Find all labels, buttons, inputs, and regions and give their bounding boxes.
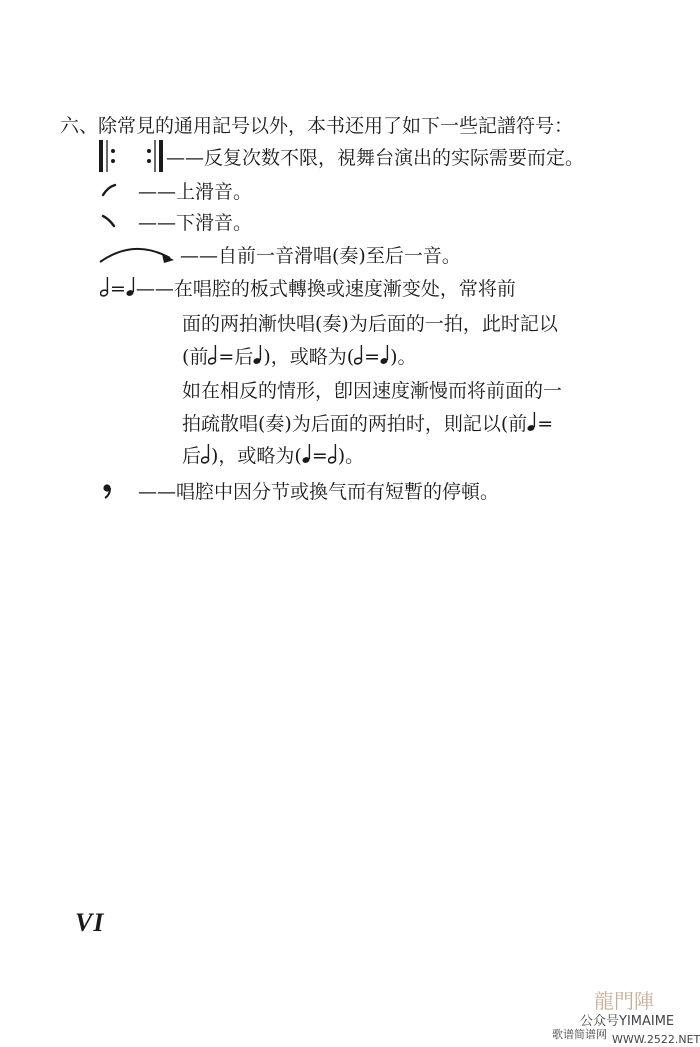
watermark-url: WWW.2522.NET [612,1033,700,1046]
half-note-icon [328,443,338,465]
tempo-line-2-text: 面的两拍漸快唱(奏)为后面的一拍，此时記以 [182,313,558,335]
half-note-icon [354,344,364,366]
equals-sign: = [110,278,126,300]
quarter-note-icon [527,411,537,433]
entry-glide-down [138,210,252,236]
watermark-site-name: 歌谱简谱网 [552,1028,607,1041]
quarter-note-icon [253,344,263,366]
tempo-line-4-text: 如在相反的情形，卽因速度漸慢而将前面的一 [182,380,563,402]
section-heading [60,113,573,139]
entry-slide-text: ——自前一音滑唱(奏)至后一音。 [180,245,461,267]
watermark-account: 公众号YIMAIME [580,1014,675,1029]
slide-arc-icon [98,242,182,268]
tempo-line-5: 拍疏散唱(奏)为后面的两拍时，則記以(前 = [182,413,554,435]
page-number: VI [75,908,105,937]
half-note-icon [208,344,218,366]
tempo-line-2 [182,311,558,337]
half-note-icon [201,443,211,465]
watermark-logo: 龍門陣 [594,989,654,1013]
heading-text: 六、除常見的通用記号以外，本书还用了如下一些記譜符号： [60,115,574,137]
breath-mark-icon [101,480,117,502]
downward-glide-icon [100,211,120,231]
entry-repeat-text: ——反复次数不限，視舞台演出的实际需要而定。 [166,147,585,169]
repeat-sign-icon [97,138,167,174]
entry-slide [180,243,461,269]
entry-glide-up-text: ——上滑音。 [138,181,253,203]
entry-repeat [166,145,584,171]
entry-breath-text: ——唱腔中因分节或換气而有短暫的停頓。 [138,481,500,503]
quarter-note-icon [380,344,390,366]
entry-breath [138,479,499,505]
entry-glide-up [138,179,252,205]
entry-glide-down-text: ——下滑音。 [138,212,253,234]
tempo-line-3: (前 =后 )，或略为( = )。 [182,346,417,368]
entry-tempo [100,276,516,302]
entry-tempo-text: ——在唱腔的板式轉換或速度漸变处，常将前 [135,278,516,300]
quarter-note-icon [302,443,312,465]
tempo-line-4 [182,378,562,404]
half-note-icon [100,276,110,298]
upward-glide-icon [100,180,120,200]
quarter-note-icon [126,276,136,298]
tempo-line-6: 后 )，或略为( = )。 [182,445,365,467]
